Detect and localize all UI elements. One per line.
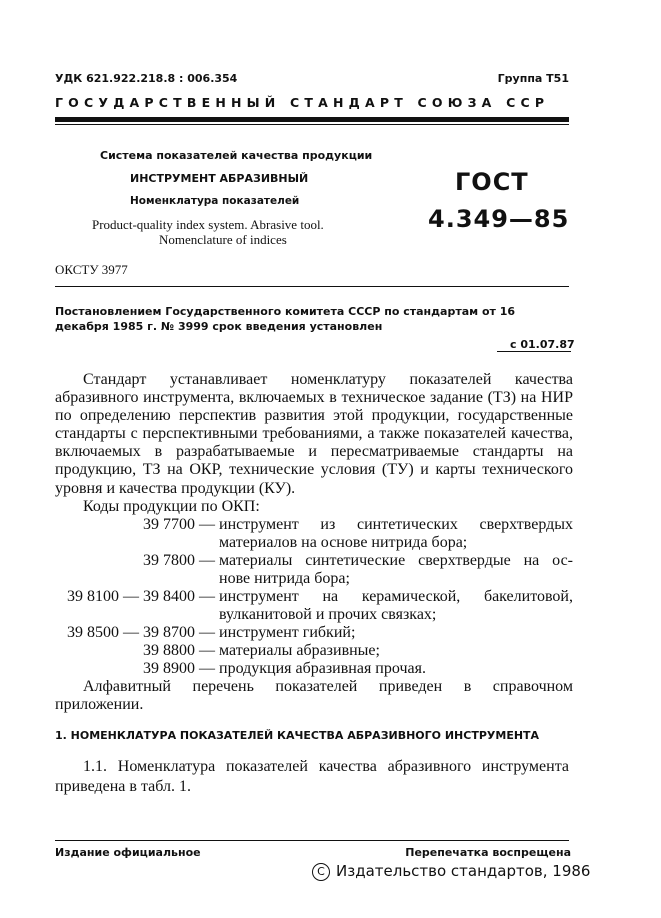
okp-code: 39 8900 — [143,659,215,677]
okp-desc: инструмент гибкий; [219,623,356,641]
okp-code: 39 7800 — [143,551,215,569]
okp-heading: Коды продукции по ОКП: [83,497,260,515]
gost-label: ГОСТ [455,168,529,196]
okp-desc-cont: материалов на основе нитрида бора; [219,533,468,551]
decree-text: Постановлением Государственного комитета СССР по стандартам от 16 декабря 1985 г. № 3999 срок введения установлен [55,305,516,333]
publisher-text: Издательство стандартов, 1986 [336,862,591,880]
okp-desc-cont: вулканитовой и прочих связках; [219,605,437,623]
okp-desc-cont: нове нитрида бора; [219,569,350,587]
publisher-line [312,862,590,881]
udk-code: УДК 621.922.218.8 : 006.354 [55,72,238,85]
system-title: Система показателей качества продукции [100,149,373,162]
date-underline [497,351,571,352]
section-heading: 1. НОМЕНКЛАТУРА ПОКАЗАТЕЛЕЙ КАЧЕСТВА АБРАЗИВНОГО ИНСТРУМЕНТА [55,729,540,742]
english-title-line1: Product-quality index system. Abrasive tool. [92,217,324,232]
okp-desc: материалы абразивные; [219,641,380,659]
nomenclature-title: Номенклатура показателей [130,195,300,207]
okp-desc: продукция абразивная прочая. [219,659,426,677]
group-code: Группа Т51 [497,72,569,85]
okp-code: 39 8100 — 39 8400 — [67,587,215,605]
tool-title: ИНСТРУМЕНТ АБРАЗИВНЫЙ [130,172,309,185]
body-text [55,371,573,714]
reprint-notice: Перепечатка воспрещена [405,846,571,859]
footer-rule [55,840,569,841]
section-paragraph: 1.1. Номенклатура показателей качества абразивного инструмента приведена в табл. 1. [55,758,569,795]
section-body [55,757,569,797]
header-rule-thin [55,124,569,125]
mid-rule [55,286,569,287]
intro-paragraph: Стандарт устанавливает номенклатуру показателей качества абразивного инструмента, включаемых в техническое задание (ТЗ) на НИР по определению перспектив развития этой продукции, государственные стандарты с перспективными требованиями, а также показателей качества, включаемых в разрабатываемые и пересматриваемые стандарты на продукцию, ТЗ на ОКР, технические условия (ТУ) и карты технического уровня и качества продукции (КУ). [55,371,573,497]
okp-code: 39 7700 — [143,515,215,533]
okp-code: 39 8500 — 39 8700 — [67,623,215,641]
gost-number: 4.349—85 [428,205,570,233]
copyright-icon: C [312,863,330,881]
english-title-line2: Nomenclature of indices [159,232,287,247]
okp-code: 39 8800 — [143,641,215,659]
okp-desc: материалы синтетические сверхтвердые на ос- [219,551,573,569]
effective-date: с 01.07.87 [510,338,575,351]
appendix-note: Алфавитный перечень показателей приведен в справочном приложении. [55,677,573,713]
standard-banner: ГОСУДАРСТВЕННЫЙ СТАНДАРТ СОЮЗА ССР [55,95,550,110]
oksty-code: ОКСТУ 3977 [55,262,128,277]
okp-list [55,516,573,678]
official-edition: Издание официальное [55,846,201,859]
okp-desc: инструмент на керамической, бакелитовой, [219,587,573,605]
header-rule-thick [55,117,569,122]
okp-desc: инструмент из синтетических сверхтвердых [219,515,573,533]
